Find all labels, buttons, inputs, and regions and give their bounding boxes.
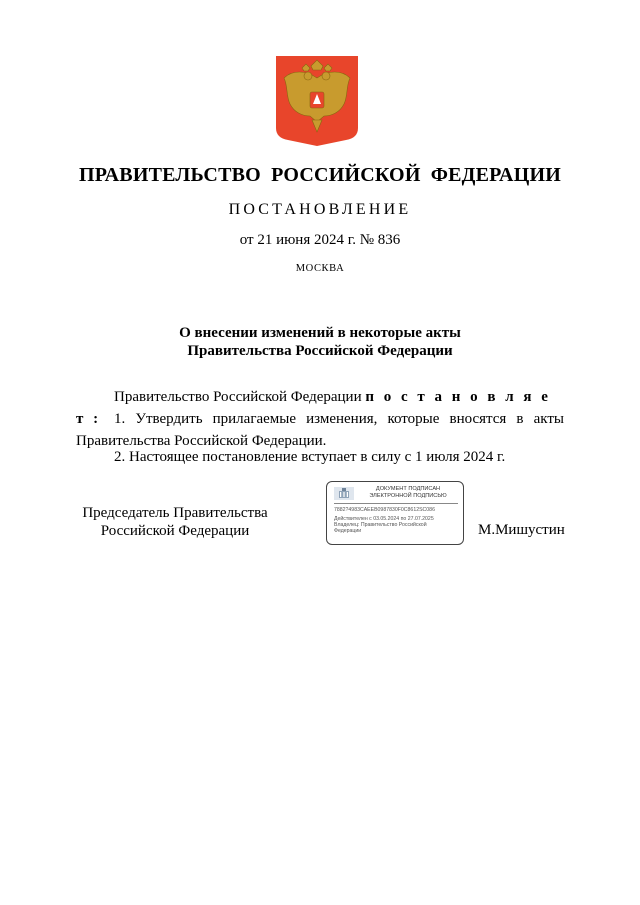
stamp-divider [334,503,458,504]
coat-of-arms-emblem [276,56,358,146]
signatory-position-line-1: Председатель Правительства [82,505,268,521]
stamp-title-line-1: ДОКУМЕНТ ПОДПИСАН [375,486,441,492]
item-1-line-1: 1. Утвердить прилагаемые изменения, которые вносятся в акты [114,411,564,427]
signatory-position-line-2: Российской Федерации [100,523,250,539]
stamp-owner-line-1: Владелец: Правительство Российской [334,522,427,528]
signatory-name: М.Мишустин [478,522,565,538]
stamp-owner-line-2: Федерации [334,528,362,534]
decree-intro: Правительство Российской Федерации [114,389,362,405]
government-title: ПРАВИТЕЛЬСТВО РОССИЙСКОЙ ФЕДЕРАЦИИ [79,164,561,186]
electronic-signature-stamp [326,481,464,545]
item-1-line-2: Правительства Российской Федерации. [76,433,327,449]
subject-line-1: О внесении изменений в некоторые акты [179,325,461,341]
stamp-validity: Действителен с 03.05.2024 по 27.07.2025 [334,516,434,522]
government-building-icon [333,486,355,501]
document-city: МОСКВА [295,263,345,274]
signatory-position [70,504,280,540]
stamp-title [357,486,459,500]
subject-line-2: Правительства Российской Федерации [187,343,453,359]
document-subject [0,324,640,360]
stamp-title-line-2: ЭЛЕКТРОННОЙ ПОДПИСЬЮ [369,493,447,499]
document-type: ПОСТАНОВЛЕНИЕ [228,201,412,218]
document-date-number: от 21 июня 2024 г. № 836 [239,232,401,248]
item-2: 2. Настоящее постановление вступает в силу с 1 июля 2024 г. [114,449,506,465]
stamp-certificate: 7882?4983CAEEB0987830F0C8612SC086 [334,507,435,513]
decree-word: п о с т а н о в л я е т : [76,389,551,427]
